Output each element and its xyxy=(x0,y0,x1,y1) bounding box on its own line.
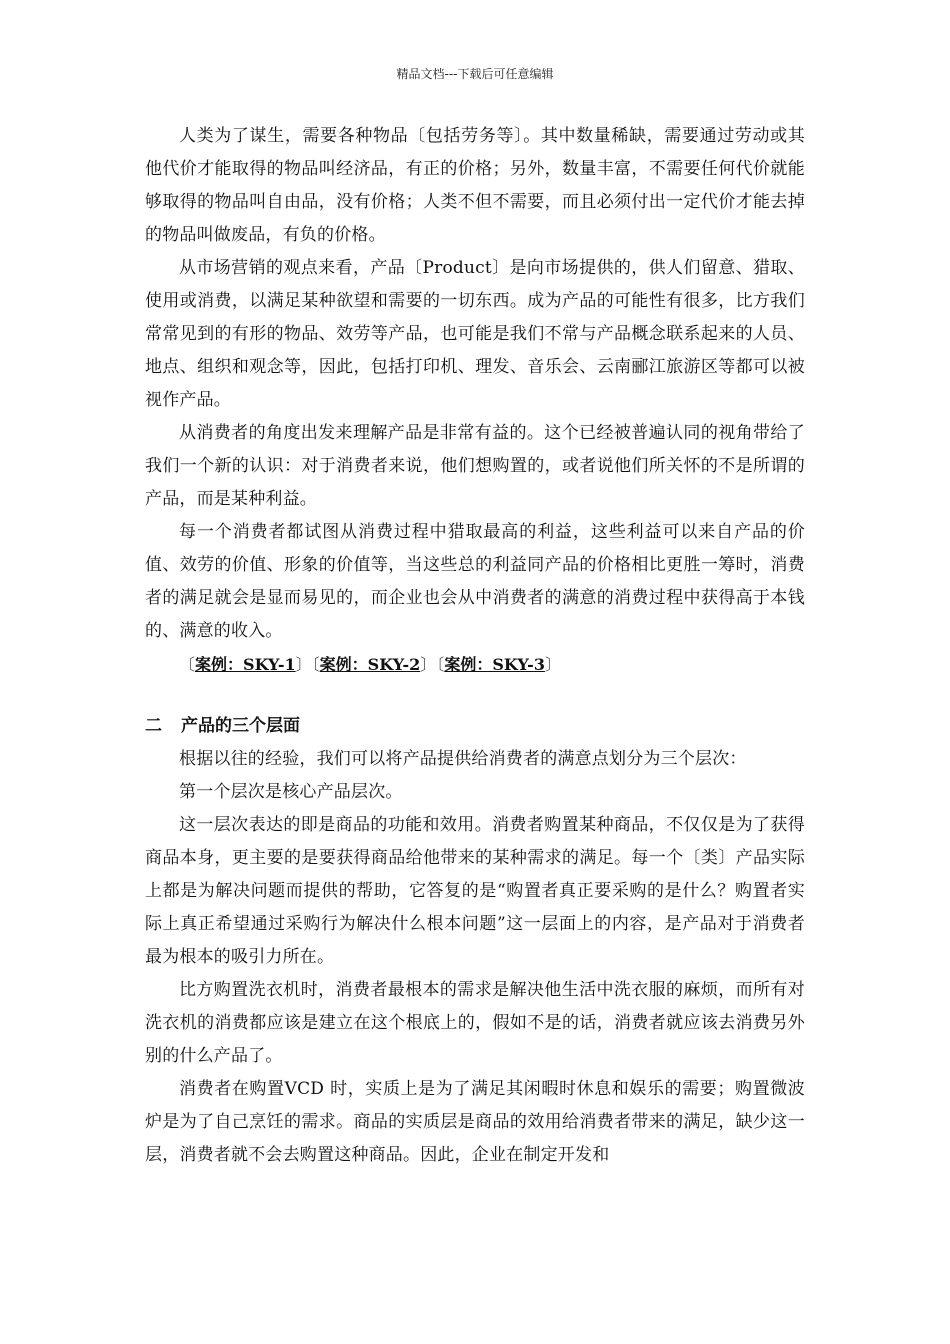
paragraph-three-levels-intro: 根据以往的经验，我们可以将产品提供给消费者的满意点划分为三个层次： xyxy=(179,749,747,769)
case-link-sky-3[interactable]: 案例：SKY-3 xyxy=(444,655,545,674)
case-close-bracket: 〕 xyxy=(420,655,437,674)
paragraph-goods-types: 人类为了谋生，需要各种物品〔包括劳务等〕。其中数量稀缺，需要通过劳动或其他代价才能取得的物品叫经济品，有正的价格；另外，数量丰富，不需要任何代价就能够取得的物品叫自由品，没有价格；人类不但不需要，而且必须付出一定代价才能去掉的物品叫做废品，有负的价格。 xyxy=(145,126,805,245)
case-open-bracket: 〔 xyxy=(436,655,445,674)
section-number: 二 xyxy=(145,716,162,736)
case-links-row xyxy=(145,648,805,681)
case-close-bracket: 〕 xyxy=(295,655,312,674)
section-title: 产品的三个层面 xyxy=(181,716,300,736)
paragraph-washing-machine: 比方购置洗衣机时，消费者最根本的需求是解决他生活中洗衣服的麻烦，而所有对洗衣机的消费都应该是建立在这个根底上的，假如不是的话，消费者就应该去消费另外别的什么产品了。 xyxy=(145,980,805,1066)
case-open-bracket: 〔 xyxy=(179,655,196,674)
paragraph-function-utility: 这一层次表达的即是商品的功能和效用。消费者购置某种商品，不仅仅是为了获得商品本身，更主要的是要获得商品给他带来的某种需求的满足。每一个〔类〕产品实际上都是为解决问题而提供的帮助，它答复的是“购置者真正要采购的是什么？购置者实际上真正希望通过采购行为解决什么根本问题”这一层面上的内容，是产品对于消费者最为根本的吸引力所在。 xyxy=(145,815,805,967)
case-sky-3 xyxy=(436,655,561,674)
case-open-bracket: 〔 xyxy=(311,655,320,674)
paragraph-consumer-perspective: 从消费者的角度出发来理解产品是非常有益的。这个已经被普遍认同的视角带给了我们一个新的认识：对于消费者来说，他们想购置的，或者说他们所关怀的不是所谓的产品，而是某种利益。 xyxy=(145,423,805,509)
case-link-sky-2[interactable]: 案例：SKY-2 xyxy=(319,655,421,674)
case-sky-2 xyxy=(312,655,437,674)
case-link-sky-1[interactable]: 案例：SKY-1 xyxy=(195,655,296,674)
paragraph-vcd-microwave: 消费者在购置VCD 时，实质上是为了满足其闲暇时休息和娱乐的需要；购置微波炉是为了自己烹饪的需求。商品的实质层是商品的效用给消费者带来的满足，缺少这一层，消费者就不会去购置这种商品。因此，企业在制定开发和 xyxy=(145,1079,805,1165)
document-body xyxy=(145,120,805,1172)
paragraph-core-level: 第一个层次是核心产品层次。 xyxy=(179,782,403,802)
section-spacer xyxy=(145,681,805,710)
page-header: 精品文档---下载后可任意编辑 xyxy=(396,67,554,81)
case-close-bracket: 〕 xyxy=(544,655,561,674)
paragraph-product-definition: 从市场营销的观点来看，产品〔Product〕是向市场提供的，供人们留意、猎取、使用或消费，以满足某种欲望和需要的一切东西。成为产品的可能性有很多，比方我们常常见到的有形的物品、效劳等产品，也可能是我们不常与产品概念联系起来的人员、地点、组织和观念等，因此，包括打印机、理发、音乐会、云南郦江旅游区等都可以被视作产品。 xyxy=(145,258,805,410)
paragraph-consumer-benefit: 每一个消费者都试图从消费过程中猎取最高的利益，这些利益可以来自产品的价值、效劳的价值、形象的价值等，当这些总的利益同产品的价格相比更胜一筹时，消费者的满足就会是显而易见的，而企业也会从中消费者的满意的消费过程中获得高于本钱的、满意的收入。 xyxy=(145,522,805,641)
case-sky-1 xyxy=(179,655,312,674)
section-heading xyxy=(145,710,805,743)
